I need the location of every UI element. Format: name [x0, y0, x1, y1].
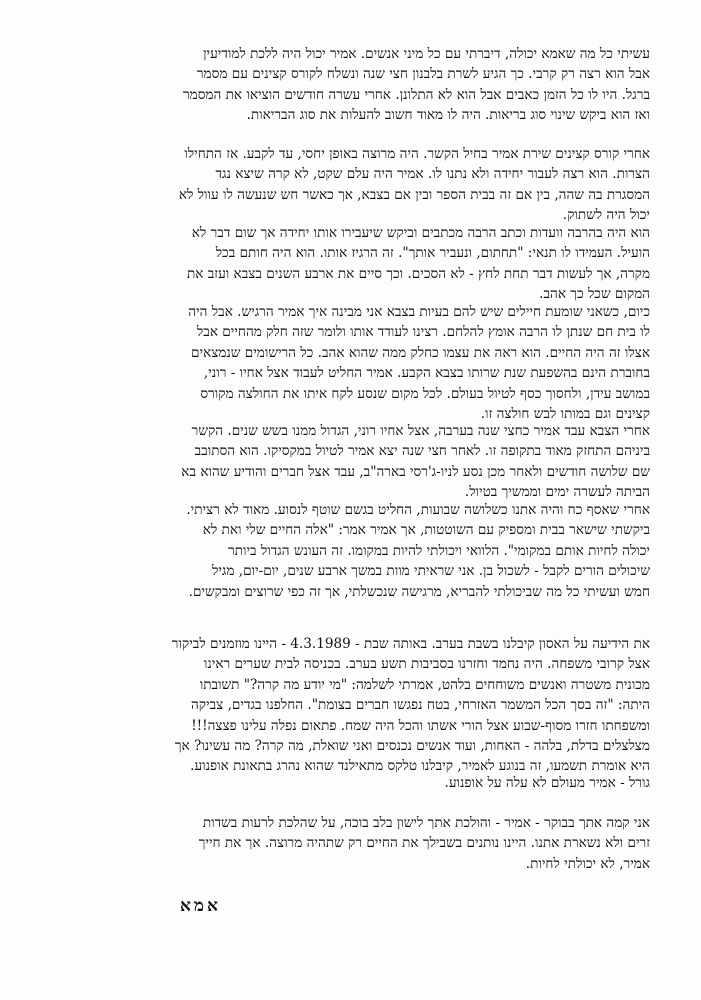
paragraph-9 [78, 813, 650, 874]
text-line: ביקשתי שישאר בבית ומספיק עם השוטטות, אך אמיר אמר: "אלה החיים שלי ואת לא [202, 522, 650, 539]
text-line: קצינים וגם במותו לבש חולצה זו. [480, 406, 650, 423]
paragraph-6 [78, 500, 650, 602]
text-line: המקום שכל כך אהב. [539, 286, 650, 303]
paragraph-8 [78, 773, 650, 793]
paragraph-1 [78, 44, 650, 126]
text-line: יכולה לחיות אותם במקומי". הלוואי ויכולתי להיות במקומו. זה העונש הגדול ביותר [228, 542, 650, 559]
text-line: אצלו זה היה החיים. הוא ראה את עצמו כחלק ממה שהוא אהב. כל הרישומים שנמצאים [190, 344, 650, 361]
paragraph-2 [78, 144, 650, 226]
text-line: אחרי שאסף כח והיה אתנו כשלושה שבועות, החליט בגשם שוטף לנסוע. מאוד לא רציתי. [186, 502, 650, 518]
paragraph-5 [78, 421, 650, 503]
text-line: את הידיעה על האסון קיבלנו בשבת בערב. באותה שבת - 4.3.1989 - היינו מוזמנים לביקור [171, 636, 650, 652]
text-line: מקרה, אך לעשות דבר תחת לחץ - לא הסכים. וכך סיים את ארבע השנים בצבא ועזב את [186, 265, 650, 282]
text-line: שיכולים הורים לקבל - לשכול בן. אני שראיתי מוות במשך ארבע שנים, יום-יום, מגיל [211, 563, 650, 580]
text-line: יכול היה לשתוק. [562, 207, 650, 224]
text-line: מכונית משטרה ואנשים משוחחים בלהט, אמרתי לשלמה: "מי יודע מה קרה?" תשובתו [199, 676, 650, 693]
signature: אמא [180, 896, 221, 916]
paragraph-4 [78, 302, 650, 424]
text-line: הועיל. העמידו לו תנאי: "תחתום, ונעביר אותך". זה הרגיז אותו. הוא היה חותם בכל [215, 245, 650, 262]
text-line: חמש ועשיתי כל מה שביכולתי להבריא, מרגישה שנכשלתי, אך זה כפי שרוצים ומבקשים. [188, 583, 650, 600]
text-line: ברגל. היו לו כל הזמן כאבים אבל הוא לא התלונן. אחרי עשרה חודשים הוציאו את המסמר [182, 86, 650, 103]
text-line: היא אומרת תשמעו, זה בנוגע לאמיר, קיבלנו טלקס מתאילנד שהוא נהרג בתאונת אופנוע. [190, 758, 650, 775]
text-line: גורל - אמיר מעולם לא עלה על אופנוע. [444, 775, 650, 791]
text-line: שם שלושה חודשים ולאחר מכן נסע לניו-ג'רסי בארה"ב, עבד אצל חברים והודיע שהוא בא [181, 463, 650, 480]
text-line: ואז הוא ביקש שינוי סוג בריאות. היה לו מאוד חשוב להעלות את סוג הבריאות. [246, 107, 650, 124]
text-line: מצלצלים בדלת, בלהה - האחות, ועוד אנשים נכנסים ואני שואלת, מה קרה? מה עשינו? אך [174, 738, 650, 755]
text-line: אחרי קורס קצינים שירת אמיר בחיל הקשר. היה מרוצה באופן יחסי, עד לקבע. אז התחילו [184, 146, 650, 162]
text-line: הצרות. הוא רצה לעבור יחידה ולא נתנו לו. אמיר היה עלם שקט, לא קרה שיצא נגד [215, 166, 650, 183]
text-line: במושב עידן, ולחסוך כסף לטיול בעולם. לכל מקום שנסע לקח איתו את החולצה מקורס [200, 385, 650, 402]
text-line: אצל קרובי משפחה. היה נחמד וחזרנו בסביבות תשע בערב. בכניסה לבית שערים ראינו [203, 656, 650, 673]
text-line: אני קמה אתך בבוקר - אמיר - והולכת אתך לישון בלב בוכה, על שהלכת לרעות בשדות [202, 815, 650, 831]
text-line: בחוברת הינם בהשפעת שנת שרותו בצבא הקבע. אמיר החליט לעבוד אצל אחיו - רוני, [203, 365, 650, 382]
paragraph-7 [78, 634, 650, 777]
text-line: הביתה לעשרה ימים וממשיך בטיול. [464, 484, 650, 501]
text-line: זרים ולא נשארת אתנו. היינו נותנים בשבילך את החיים רק שתהיה מרוצה. אך את חייך [198, 835, 650, 852]
text-line: כיום, כשאני שומעת חיילים שיש להם בעיות בצבא אני מבינה איך אמיר הרגיש. אבל היה [188, 304, 650, 320]
text-line: אבל הוא רצה רק קרבי. כך הגיע לשרת בלבנון חצי שנה ונשלח לקורס קצינים עם מסמר [196, 66, 650, 83]
text-line: עשיתי כל מה שאמא יכולה, דיברתי עם כל מיני אנשים. אמיר יכול היה ללכת למודיעין [203, 46, 650, 62]
text-line: אחרי הצבא עבד אמיר כחצי שנה בערבה, אצל אחיו רוני, הגדול ממנו בשש שנים. הקשר [191, 423, 650, 439]
paragraph-3 [78, 223, 650, 305]
text-line: לו בית חם שנתן לו הרבה אומץ להלחם. רצינו לעודד אותו ולומר שזה חלק מהחיים אבל [196, 324, 650, 341]
text-line: המסגרת בה שהה, בין אם זה בבית הספר ובין אם בצבא, אך כאשר חש שנעשה לו עוול לא [178, 186, 650, 203]
text-line: ומשפחתו חזרו מסוף-שבוע אצל הורי אשתו והכל היה שמח. פתאום נפלה עלינו פצצה!!! [191, 717, 650, 734]
text-line: הוא היה בהרבה וועדות וכתב הרבה מכתבים וביקש שיעבירו אותו יחידה אך שום דבר לא [191, 225, 650, 241]
text-line: היתה: "זה בסך הכל המשמר האזרחי, בטח נפגשו חברים בצומת". החלפנו בגדים, צביקה [190, 697, 650, 714]
text-line: אמיר, לא יכולתי לחיות. [525, 855, 650, 872]
text-line: ביניהם התחזק מאוד בתקופה זו. לאחר חצי שנה יצא אמיר לטיול במקסיקו. הוא הסתובב [194, 443, 650, 460]
